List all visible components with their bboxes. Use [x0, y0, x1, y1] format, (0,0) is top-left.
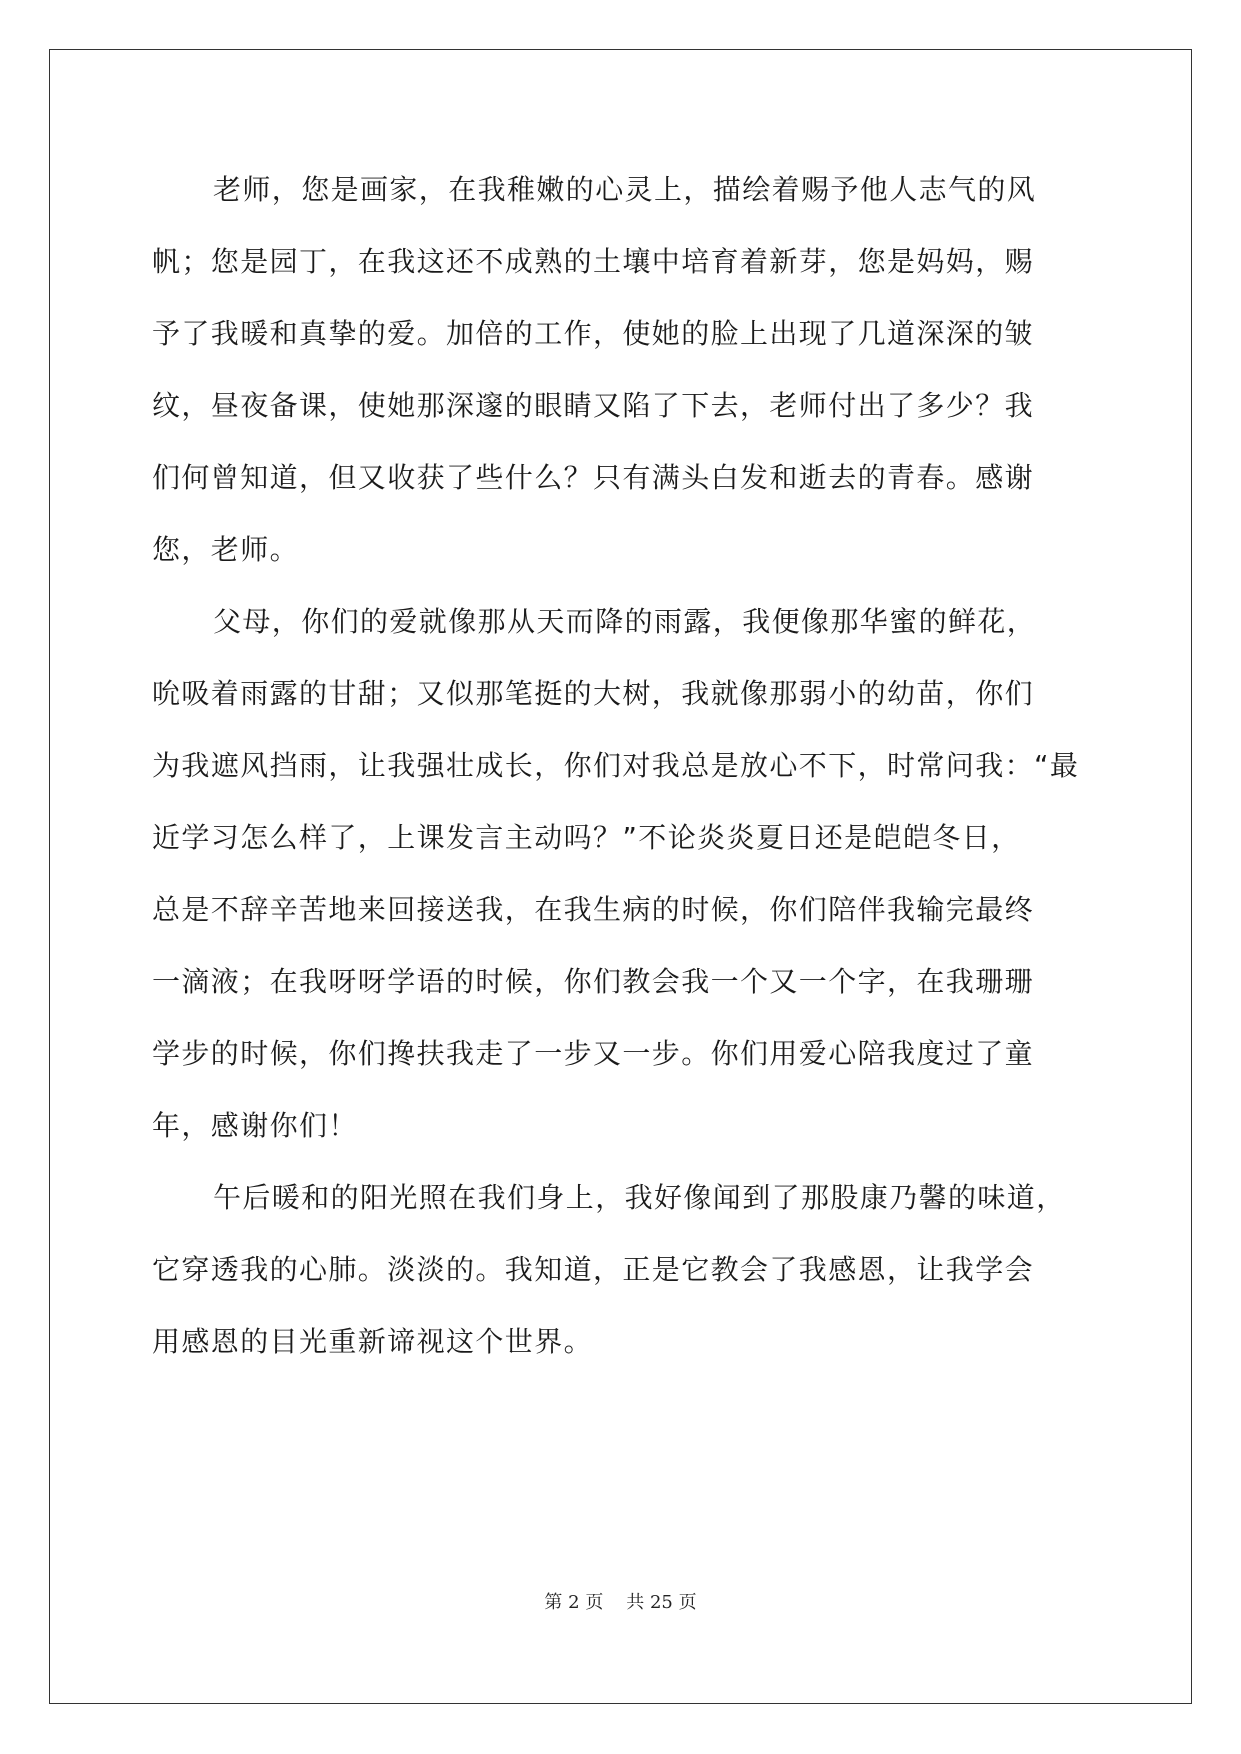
page-total: 共 25 页 [626, 1592, 697, 1613]
paragraph-2-line-8: 年，感谢你们！ [152, 1109, 358, 1142]
paragraph-3-line-3: 用感恩的目光重新谛视这个世界。 [152, 1325, 594, 1358]
paragraph-2-line-3: 为我遮风挡雨，让我强壮成长，你们对我总是放心不下，时常问我：“最 [152, 749, 1080, 782]
paragraph-2-line-1: 父母，你们的爱就像那从天而降的雨露，我便像那华蜜的鲜花， [213, 605, 1037, 638]
paragraph-1-line-1: 老师，您是画家，在我稚嫩的心灵上，描绘着赐予他人志气的风 [213, 173, 1037, 206]
paragraph-1-line-4: 纹，昼夜备课，使她那深邃的眼睛又陷了下去，老师付出了多少？我 [152, 389, 1035, 422]
paragraph-2-line-7: 学步的时候，你们搀扶我走了一步又一步。你们用爱心陪我度过了童 [152, 1037, 1035, 1070]
paragraph-3-line-2: 它穿透我的心肺。淡淡的。我知道，正是它教会了我感恩，让我学会 [152, 1253, 1035, 1286]
paragraph-2-line-6: 一滴液；在我呀呀学语的时候，你们教会我一个又一个字，在我珊珊 [152, 965, 1035, 998]
paragraph-2-line-4: 近学习怎么样了，上课发言主动吗？”不论炎炎夏日还是皑皑冬日， [152, 821, 1021, 854]
paragraph-1-line-5: 们何曾知道，但又收获了些什么？只有满头白发和逝去的青春。感谢 [152, 461, 1035, 494]
paragraph-1-line-3: 予了我暖和真挚的爱。加倍的工作，使她的脸上出现了几道深深的皱 [152, 317, 1035, 350]
paragraph-1-line-2: 帆；您是园丁，在我这还不成熟的土壤中培育着新芽，您是妈妈，赐 [152, 245, 1035, 278]
page-number: 第 2 页 [544, 1592, 604, 1613]
paragraph-2-line-2: 吮吸着雨露的甘甜；又似那笔挺的大树，我就像那弱小的幼苗，你们 [152, 677, 1035, 710]
paragraph-3-line-1: 午后暖和的阳光照在我们身上，我好像闻到了那股康乃馨的味道， [213, 1181, 1066, 1214]
paragraph-2-line-5: 总是不辞辛苦地来回接送我，在我生病的时候，你们陪伴我输完最终 [152, 893, 1035, 926]
paragraph-1-line-6: 您，老师。 [152, 533, 300, 566]
page-footer [0, 1591, 1241, 1615]
page-border [49, 49, 1192, 1704]
